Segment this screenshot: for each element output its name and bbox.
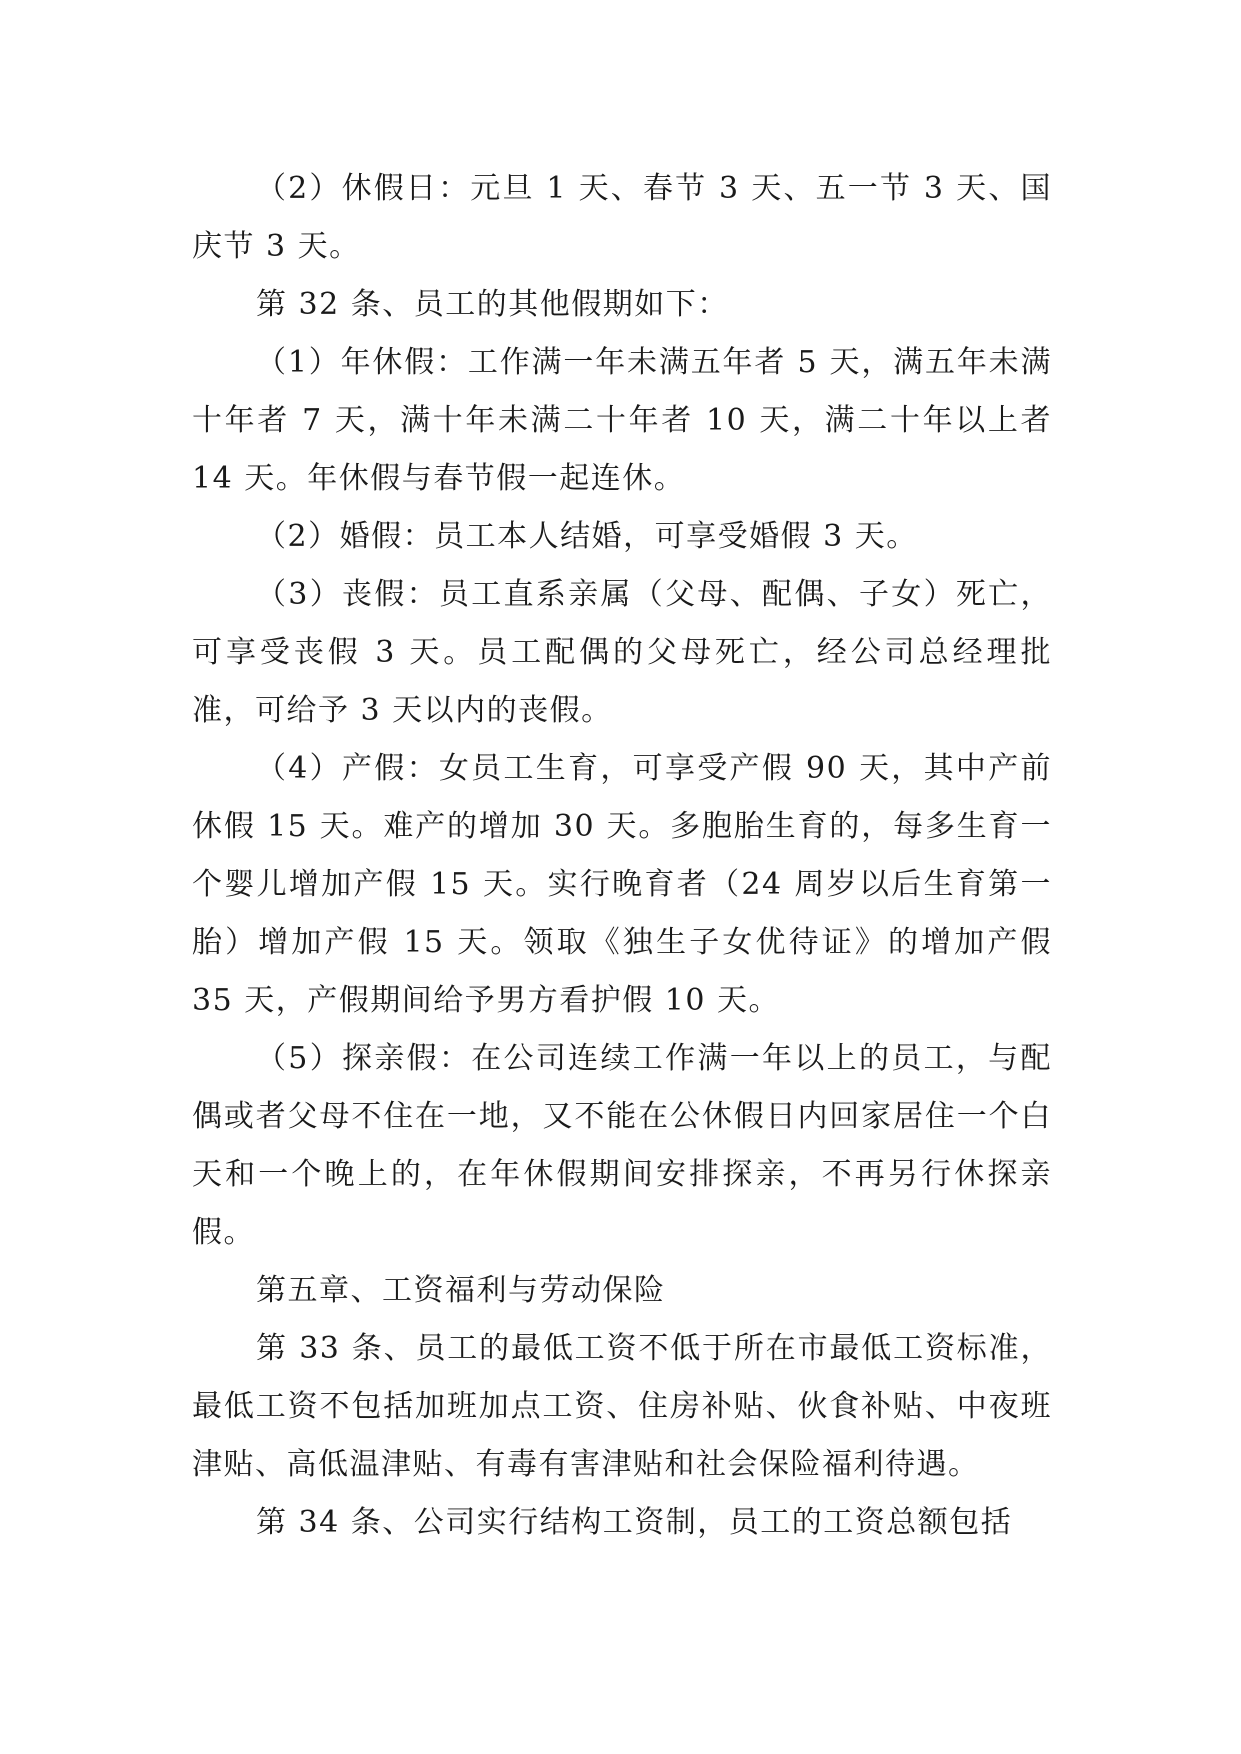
paragraph-article-34: 第 34 条、公司实行结构工资制，员工的工资总额包括	[256, 1505, 1013, 1540]
paragraph-holidays: （2）休假日：元旦 1 天、春节 3 天、五一节 3 天、国庆节 3 天。	[192, 171, 1052, 264]
paragraph-article-32: 第 32 条、员工的其他假期如下：	[256, 287, 729, 322]
paragraph-maternity-leave: （4）产假：女员工生育，可享受产假 90 天，其中产前休假 15 天。难产的增加 30 天。多胞胎生育的，每多生育一个婴儿增加产假 15 天。实行晚育者（24 周岁以后生育第一胎）增加产假 15 天。领取《独生子女优待证》的增加产假 35 天，产假期间给予男方看护假 10 天。	[192, 751, 1052, 1018]
paragraph-family-visit-leave: （5）探亲假：在公司连续工作满一年以上的员工，与配偶或者父母不住在一地，又不能在公休假日内回家居住一个白天和一个晚上的，在年休假期间安排探亲，不再另行休探亲假。	[192, 1041, 1052, 1250]
document-body	[192, 160, 1052, 1552]
chapter-heading-5: 第五章、工资福利与劳动保险	[256, 1273, 666, 1308]
paragraph-marriage-leave: （2）婚假：员工本人结婚，可享受婚假 3 天。	[256, 519, 918, 554]
paragraph-funeral-leave: （3）丧假：员工直系亲属（父母、配偶、子女）死亡，可享受丧假 3 天。员工配偶的父母死亡，经公司总经理批准，可给予 3 天以内的丧假。	[192, 577, 1052, 728]
paragraph-article-33: 第 33 条、员工的最低工资不低于所在市最低工资标准，最低工资不包括加班加点工资、住房补贴、伙食补贴、中夜班津贴、高低温津贴、有毒有害津贴和社会保险福利待遇。	[192, 1331, 1052, 1482]
paragraph-annual-leave: （1）年休假：工作满一年未满五年者 5 天，满五年未满十年者 7 天，满十年未满二十年者 10 天，满二十年以上者 14 天。年休假与春节假一起连休。	[192, 345, 1052, 496]
